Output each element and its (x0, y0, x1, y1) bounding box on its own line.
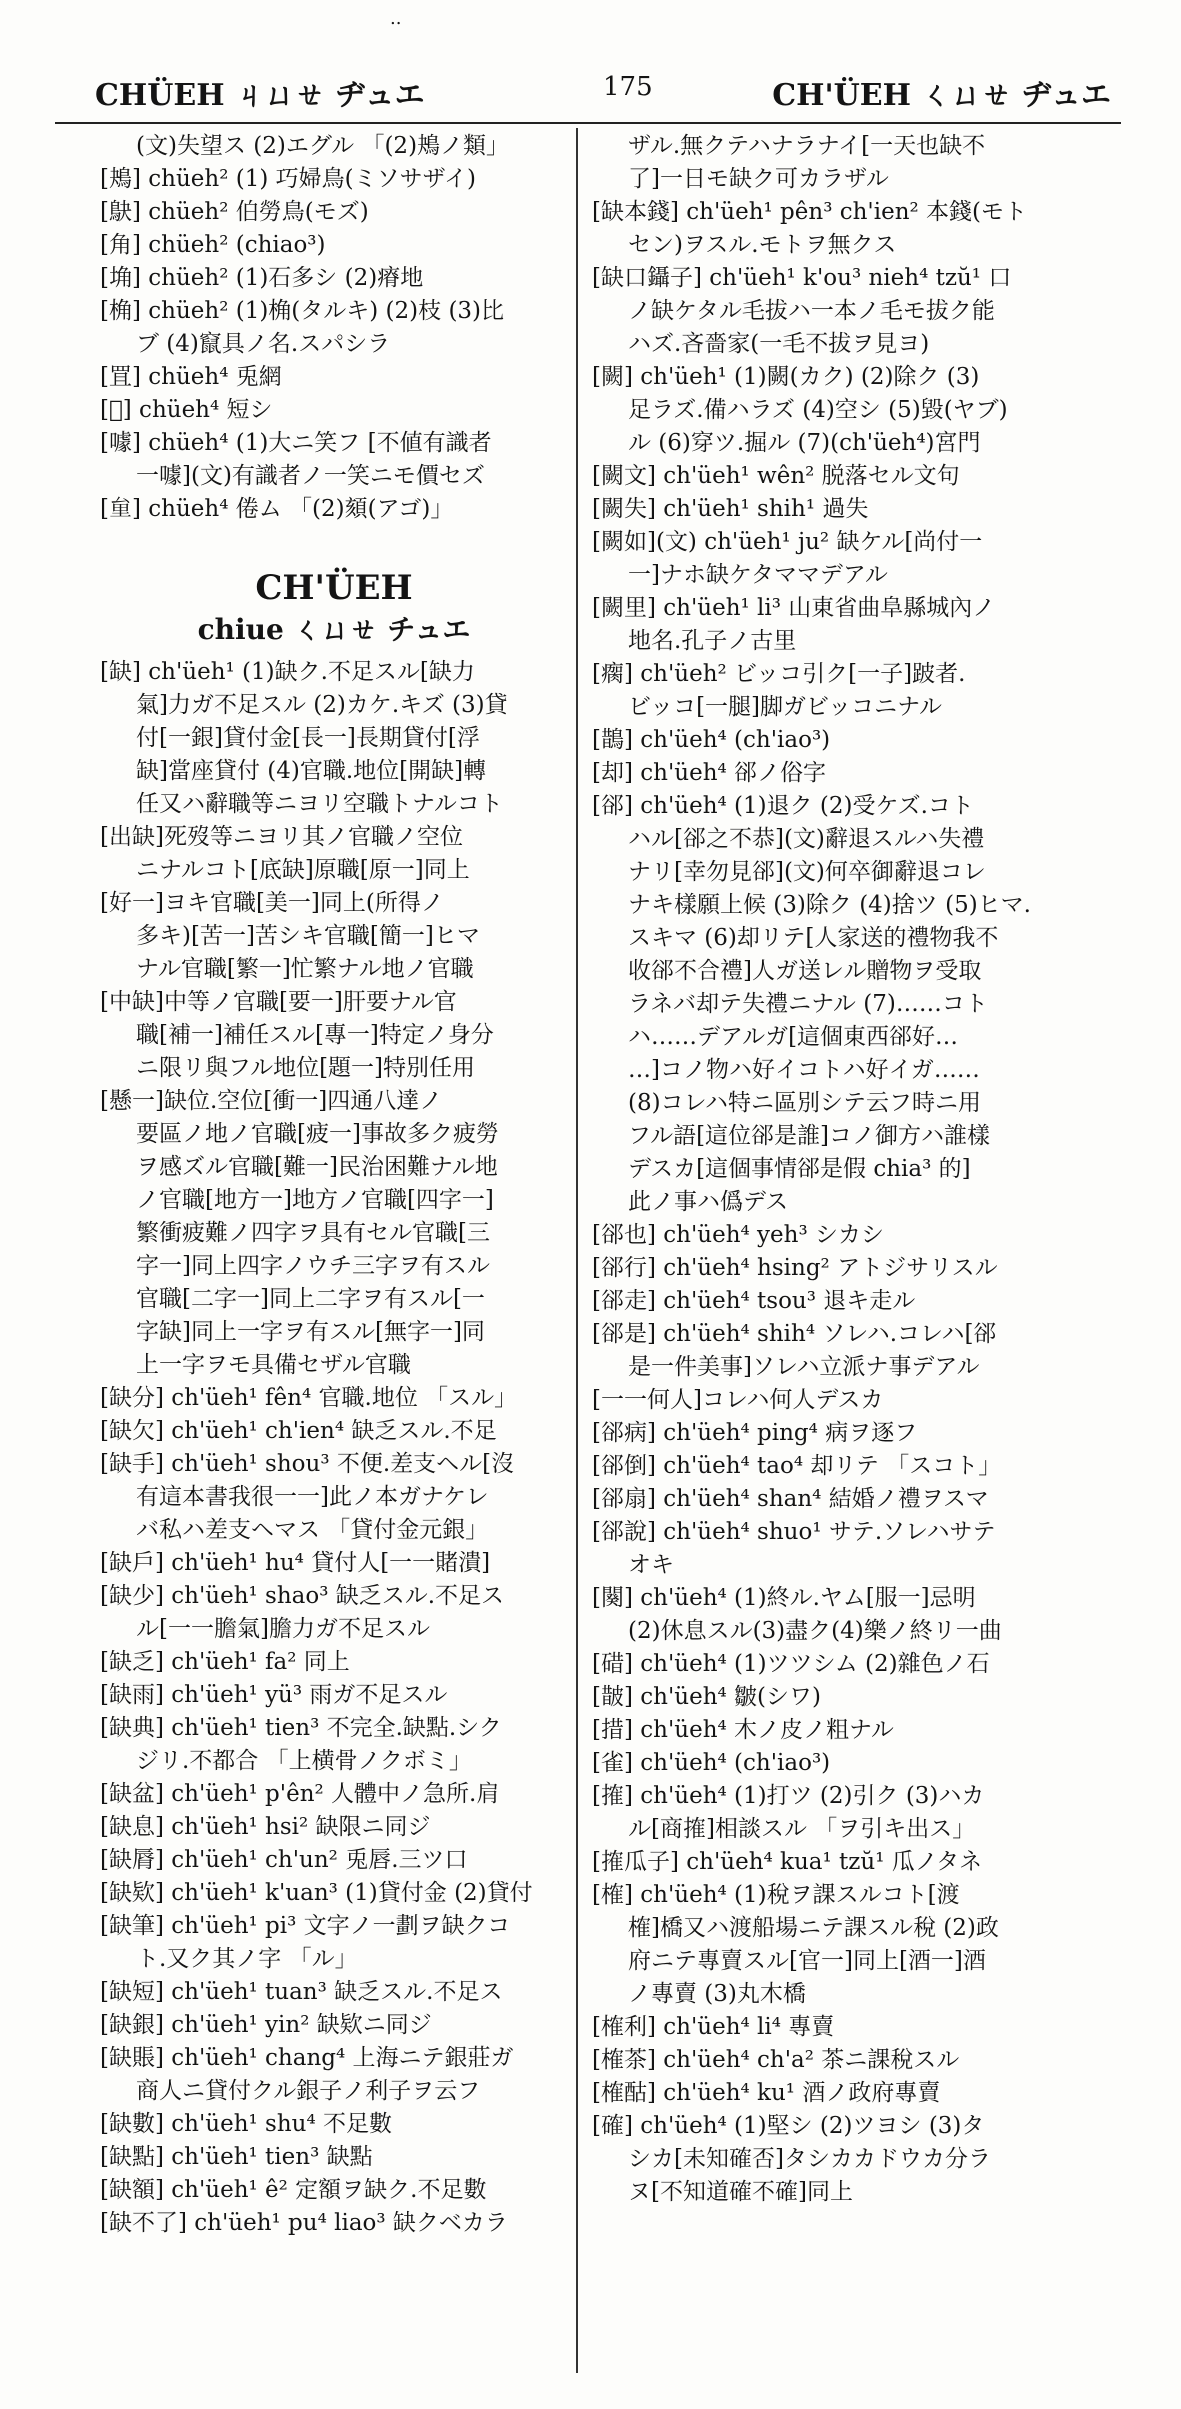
dictionary-line: [缺分] ch'üeh¹ fên⁴ 官職.地位 「スル」 (100, 1385, 518, 1411)
dictionary-line: ナル官職[繁一]忙繁ナル地ノ官職 (136, 956, 474, 982)
dictionary-line: [中缺]中等ノ官職[要一]肝要ナル官 (100, 989, 457, 1015)
dictionary-line: 此ノ事ハ僞デス (628, 1189, 789, 1215)
dictionary-line: ル[一一膽氣]膽力ガ不足スル (136, 1616, 430, 1642)
section-reading: chiue ㄑㄩㄝ チュエ (197, 613, 471, 646)
dictionary-line: [郤行] ch'üeh⁴ hsing² アトジサリスル (592, 1255, 998, 1281)
section-heading: CH'ÜEH (255, 568, 413, 608)
dictionary-line: ル[商搉]相談スル 「ヲ引キ出ス」 (628, 1816, 976, 1842)
dictionary-line: [缺欵] ch'üeh¹ k'uan³ (1)貸付金 (2)貸付 (100, 1880, 533, 1906)
dictionary-line: [缺短] ch'üeh¹ tuan³ 缺乏スル.不足ス (100, 1979, 503, 2005)
dictionary-line: [缺脣] ch'üeh¹ ch'un² 兎唇.三ツ口 (100, 1847, 468, 1873)
header-right-keyword: CH'ÜEH ㄑㄩㄝ ヂュエ (772, 78, 1111, 113)
dictionary-line: ジリ.不都合 「上横骨ノクボミ」 (136, 1748, 472, 1774)
dictionary-line: ト.又ク其ノ字 「ル」 (136, 1946, 358, 1972)
dictionary-line: [闕如](文) ch'üeh¹ ju² 缺ケル[尚付一 (592, 529, 983, 555)
left-top-entries (100, 130, 568, 526)
dictionary-line: [鴃] chüeh² 伯勞鳥(モズ) (100, 199, 369, 225)
dictionary-line: 榷]橋又ハ渡船場ニテ課スル稅 (2)政 (628, 1915, 999, 1941)
dictionary-line: シカ[未知確否]タシカカドウカ分ラ (628, 2146, 991, 2172)
dictionary-line: ノ官職[地方一]地方ノ官職[四字一] (136, 1187, 494, 1213)
page-number: 175 (603, 72, 653, 102)
column-divider (576, 128, 578, 2373)
dictionary-line: [闕失] ch'üeh¹ shih¹ 過失 (592, 496, 869, 522)
scan-speck: .. (390, 8, 402, 29)
dictionary-line: 一噱](文)有識者ノ一笑ニモ價セズ (136, 463, 485, 489)
dictionary-line: [郤也] ch'üeh⁴ yeh³ シカシ (592, 1222, 884, 1248)
right-column (592, 130, 1117, 2209)
dictionary-line: [缺盆] ch'üeh¹ p'ên² 人體中ノ急所.肩 (100, 1781, 500, 1807)
right-entries (592, 130, 1117, 2209)
dictionary-line: [鵲] ch'üeh⁴ (ch'iao³) (592, 727, 831, 753)
dictionary-line: ビッコ[一腿]脚ガビッコニナル (628, 694, 942, 720)
dictionary-line: 收郤不合禮]人ガ送レル贈物ヲ受取 (628, 958, 982, 984)
dictionary-line: 職[補一]補任スル[專一]特定ノ身分 (136, 1022, 494, 1048)
dictionary-line: ナリ[幸勿見郤](文)何卒御辭退コレ (628, 859, 986, 885)
dictionary-line: (8)コレハ特ニ區別シテ云フ時ニ用 (628, 1090, 981, 1116)
dictionary-line: [郤病] ch'üeh⁴ ping⁴ 病ヲ逐フ (592, 1420, 918, 1446)
dictionary-line: [缺] ch'üeh¹ (1)缺ク.不足スル[缺力 (100, 659, 475, 685)
dictionary-line: [措] ch'üeh⁴ 木ノ皮ノ粗ナル (592, 1717, 894, 1743)
dictionary-line: ヲ感ズル官職[難一]民治困難ナル地 (136, 1154, 498, 1180)
dictionary-line: 付[一銀]貸付金[長一]長期貸付[浮 (136, 725, 480, 751)
dictionary-line: 府ニテ專賣スル[官一]同上[酒一]酒 (628, 1948, 986, 1974)
dictionary-line: 繁衝疲難ノ四字ヲ具有セル官職[三 (136, 1220, 490, 1246)
dictionary-line: [噱] chüeh⁴ (1)大ニ笑フ [不値有識者 (100, 430, 492, 456)
dictionary-line: 缺]當座貸付 (4)官職.地位[開缺]轉 (136, 758, 487, 784)
dictionary-line: 字一]同上四字ノウチ三字ヲ有スル (136, 1253, 490, 1279)
dictionary-line: [搉] ch'üeh⁴ (1)打ツ (2)引ク (3)ハカ (592, 1783, 985, 1809)
dictionary-line: [埆] chüeh² (1)石多シ (2)瘠地 (100, 265, 424, 291)
dictionary-line: [瘸] ch'üeh² ビッコ引ク[一子]跛者. (592, 661, 966, 687)
dictionary-line: [缺手] ch'üeh¹ shou³ 不便.差支ヘル[沒 (100, 1451, 515, 1477)
dictionary-line: 上一字ヲモ具備セザル官職 (136, 1352, 411, 1378)
dictionary-line: 字缺]同上一字ヲ有スル[無字一]同 (136, 1319, 485, 1345)
dictionary-line: オキ (628, 1552, 674, 1578)
dictionary-line: [搉瓜子] ch'üeh⁴ kua¹ tzŭ¹ 瓜ノタネ (592, 1849, 983, 1875)
dictionary-line: ノ缺ケタル毛拔ハ一本ノ毛モ拔ク能 (628, 298, 995, 324)
dictionary-line: バ私ハ差支ヘマス 「貸付金元銀」 (136, 1517, 489, 1543)
dictionary-line: [皵] ch'üeh⁴ 皺(シワ) (592, 1684, 821, 1710)
dictionary-line: ハズ.吝嗇家(一毛不拔ヲ見ヨ) (628, 331, 930, 357)
dictionary-line: セン)ヲスル.モトヲ無クス (628, 232, 897, 258)
dictionary-line: [好一]ヨキ官職[美一]同上(所得ノ (100, 890, 444, 916)
dictionary-line: [鴂] chüeh² (1) 巧婦鳥(ミソサザイ) (100, 166, 476, 192)
dictionary-line: [榷酤] ch'üeh⁴ ku¹ 酒ノ政府專賣 (592, 2080, 941, 2106)
dictionary-line: ニナルコト[底缺]原職[原一]同上 (136, 857, 470, 883)
dictionary-line: ハ……デアルガ[這個東西郤好… (628, 1024, 959, 1050)
dictionary-line: ラネバ却テ失禮ニナル (7)……コト (628, 991, 988, 1017)
dictionary-line: ヌ[不知道確不確]同上 (628, 2179, 853, 2205)
dictionary-line: [缺乏] ch'üeh¹ fa² 同上 (100, 1649, 350, 1675)
header-left-keyword: CHÜEH ㄐㄩㄝ ヂュエ (95, 78, 425, 113)
dictionary-line: [榷茶] ch'üeh⁴ ch'a² 茶ニ課稅スル (592, 2047, 960, 2073)
dictionary-line: [缺點] ch'üeh¹ tien³ 缺點 (100, 2144, 373, 2170)
dictionary-line: ブ (4)竄具ノ名.スパシラ (136, 331, 391, 357)
dictionary-line: …]コノ物ハ好イコトハ好イガ…… (628, 1057, 980, 1083)
dictionary-line: [郤扇] ch'üeh⁴ shan⁴ 結婚ノ禮ヲスマ (592, 1486, 989, 1512)
dictionary-line: デスカ[這個事情郤是假 chia³ 的] (628, 1156, 971, 1182)
dictionary-line: [榷利] ch'üeh⁴ li⁴ 專賣 (592, 2014, 835, 2040)
dictionary-line: (2)休息スル(3)盡ク(4)樂ノ終リ一曲 (628, 1618, 1002, 1644)
dictionary-line: ハル[郤之不恭](文)辭退スルハ失禮 (628, 826, 985, 852)
dictionary-line: [郤] ch'üeh⁴ (1)退ク (2)受ケズ.コト (592, 793, 974, 819)
dictionary-line: [缺本錢] ch'üeh¹ pên³ ch'ien² 本錢(モト (592, 199, 1028, 225)
page-header (55, 62, 1121, 124)
dictionary-line: [闕] ch'üeh¹ (1)闕(カク) (2)除ク (3) (592, 364, 980, 390)
dictionary-line: 足ラズ.備ハラズ (4)空シ (5)毀(ヤブ) (628, 397, 1008, 423)
dictionary-line: 有這本書我很一一]此ノ本ガナケレ (136, 1484, 489, 1510)
dictionary-line: (文)失望ス (2)エグル 「(2)鴂ノ類」 (136, 133, 510, 159)
dictionary-line: [𠫶] chüeh⁴ 倦ム 「(2)頦(アゴ)」 (100, 496, 454, 522)
dictionary-line: ノ專賣 (3)丸木橋 (628, 1981, 806, 2007)
dictionary-line: [郤走] ch'üeh⁴ tsou³ 退キ走ル (592, 1288, 916, 1314)
dictionary-line: ル (6)穿ツ.掘ル (7)(ch'üeh⁴)宮門 (628, 430, 981, 456)
dictionary-line: [缺額] ch'üeh¹ ê² 定額ヲ缺ク.不足數 (100, 2177, 487, 2203)
dictionary-line: [桷] chüeh² (1)桷(タルキ) (2)枝 (3)比 (100, 298, 505, 324)
dictionary-line: フル語[這位郤是誰]コノ御方ハ誰樣 (628, 1123, 991, 1149)
dictionary-line: [郤說] ch'üeh⁴ shuo¹ サテ.ソレハサテ (592, 1519, 996, 1545)
dictionary-line: [缺數] ch'üeh¹ shu⁴ 不足數 (100, 2111, 393, 2137)
dictionary-line: ナキ樣願上候 (3)除ク (4)捨ツ (5)ヒマ. (628, 892, 1031, 918)
dictionary-line: [缺欠] ch'üeh¹ ch'ien⁴ 缺乏スル.不足 (100, 1418, 497, 1444)
dictionary-line: 任又ハ辭職等ニヨリ空職トナルコト (136, 791, 503, 817)
dictionary-line: [缺口鑷子] ch'üeh¹ k'ou³ nieh⁴ tzŭ¹ 口 (592, 265, 1012, 291)
dictionary-line: [闕里] ch'üeh¹ li³ 山東省曲阜縣城內ノ (592, 595, 996, 621)
dictionary-line: 是一件美事]ソレハ立派ナ事デアル (628, 1354, 980, 1380)
left-main-entries (100, 656, 568, 2240)
dictionary-line: [郤是] ch'üeh⁴ shih⁴ ソレハ.コレハ[郤 (592, 1321, 997, 1347)
dictionary-line: [闕文] ch'üeh¹ wên² 脱落セル文句 (592, 463, 960, 489)
left-column (100, 130, 568, 2240)
dictionary-line: [角] chüeh² (chiao³) (100, 232, 326, 258)
dictionary-line: [榷] ch'üeh⁴ (1)稅ヲ課スルコト[渡 (592, 1882, 960, 1908)
dictionary-line: [闋] ch'üeh⁴ (1)終ル.ヤム[服一]忌明 (592, 1585, 976, 1611)
dictionary-line: [雀] ch'üeh⁴ (ch'iao³) (592, 1750, 831, 1776)
dictionary-line: 商人ニ貸付クル銀子ノ利子ヲ云フ (136, 2078, 481, 2104)
dictionary-line: [缺少] ch'üeh¹ shao³ 缺乏スル.不足ス (100, 1583, 505, 1609)
dictionary-line: [碏] ch'üeh⁴ (1)ツツシム (2)雜色ノ石 (592, 1651, 990, 1677)
dictionary-line: [一一何人]コレハ何人デスカ (592, 1387, 884, 1413)
dictionary-line: ザル.無クテハナラナイ[一天也缺不 (628, 133, 986, 159)
dictionary-line: [缺典] ch'üeh¹ tien³ 不完全.缺點.シク (100, 1715, 502, 1741)
dictionary-line: 一]ナホ缺ケタママデアル (628, 562, 888, 588)
dictionary-line: [缺筆] ch'üeh¹ pi³ 文字ノ一劃ヲ缺クコ (100, 1913, 511, 1939)
dictionary-line: 多キ)[苦一]苦シキ官職[簡一]ヒマ (136, 923, 480, 949)
dictionary-line: [郤倒] ch'üeh⁴ tao⁴ 却リテ 「スコト」 (592, 1453, 1002, 1479)
dictionary-line: [缺雨] ch'üeh¹ yü³ 雨ガ不足スル (100, 1682, 448, 1708)
dictionary-line: [缺賬] ch'üeh¹ chang⁴ 上海ニテ銀莊ガ (100, 2045, 514, 2071)
dictionary-line: [懸一]缺位.空位[衝一]四通八達ノ (100, 1088, 443, 1114)
dictionary-line: [缺銀] ch'üeh¹ yin² 缺欵ニ同ジ (100, 2012, 432, 2038)
dictionary-line: 氣]力ガ不足スル (2)カケ.キズ (3)貸 (136, 692, 508, 718)
dictionary-line: ニ限リ與フル地位[題一]特別任用 (136, 1055, 476, 1081)
dictionary-line: [罝] chüeh⁴ 兎網 (100, 364, 282, 390)
dictionary-line: [𩇢] chüeh⁴ 短シ (100, 397, 273, 423)
dictionary-line: 了]一日モ缺ク可カラザル (628, 166, 889, 192)
dictionary-line: [出缺]死歿等ニヨリ其ノ官職ノ空位 (100, 824, 463, 850)
dictionary-line: 官職[二字一]同上二字ヲ有スル[一 (136, 1286, 485, 1312)
dictionary-line: [缺戶] ch'üeh¹ hu⁴ 貸付人[一一賭潰] (100, 1550, 491, 1576)
dictionary-line: [缺不了] ch'üeh¹ pu⁴ liao³ 缺クベカラ (100, 2210, 508, 2236)
dictionary-line: [缺息] ch'üeh¹ hsi² 缺限ニ同ジ (100, 1814, 431, 1840)
dictionary-line: 地名.孔子ノ古里 (628, 628, 797, 654)
dictionary-line: 要區ノ地ノ官職[疲一]事故多ク疲勞 (136, 1121, 499, 1147)
dictionary-line: [確] ch'üeh⁴ (1)堅シ (2)ツヨシ (3)タ (592, 2113, 985, 2139)
dictionary-line: [却] ch'üeh⁴ 郤ノ俗字 (592, 760, 827, 786)
dictionary-line: スキマ (6)却リテ[人家送的禮物我不 (628, 925, 999, 951)
